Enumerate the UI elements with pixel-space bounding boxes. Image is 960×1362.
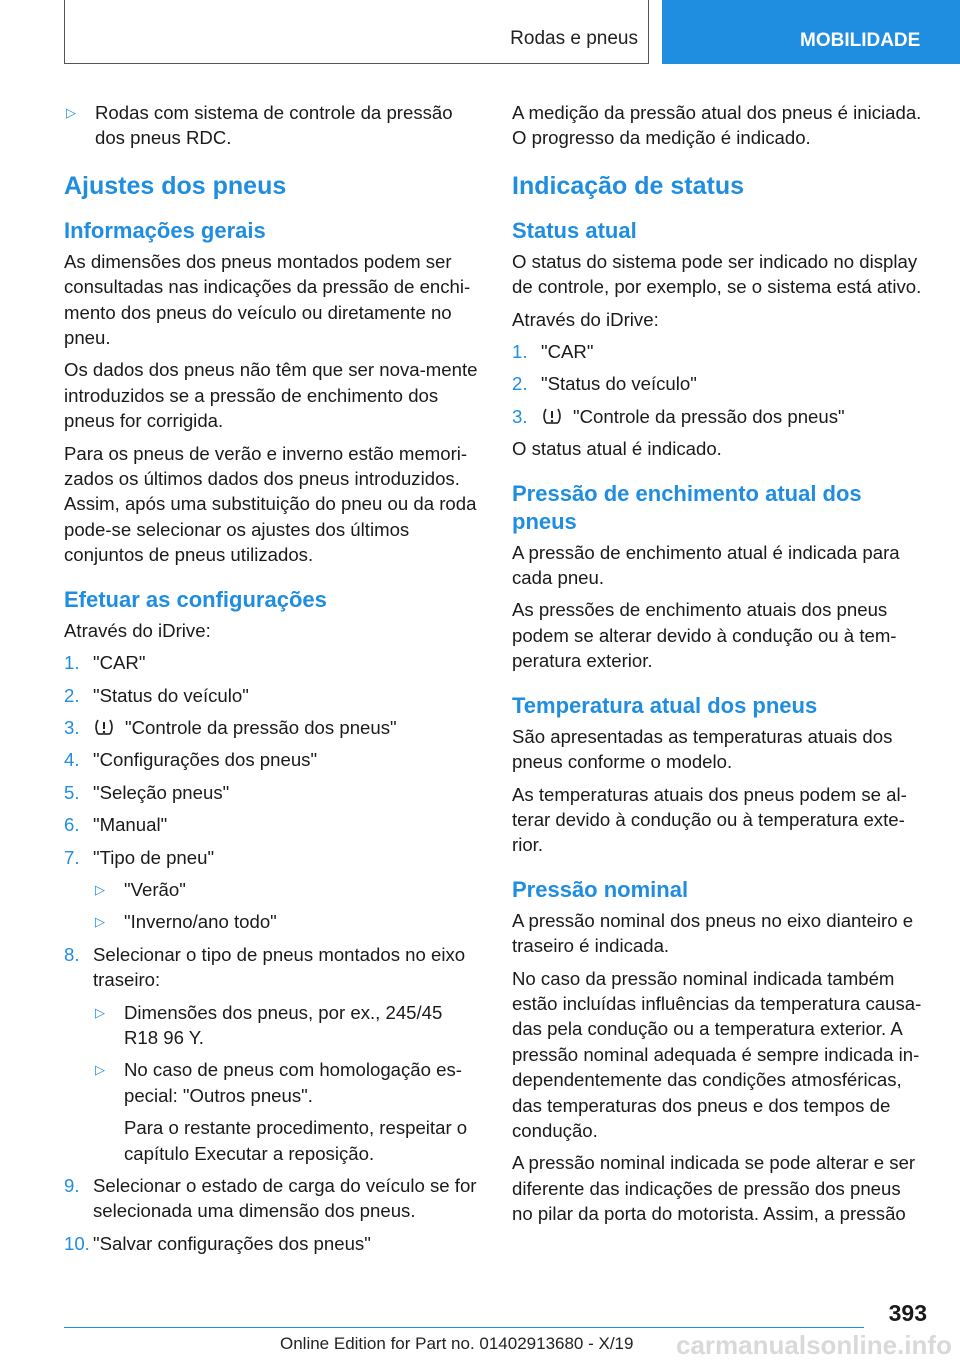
paragraph: No caso da pressão nominal indicada também estão incluídas influências da temperatura causa-das pela condução ou a temperatura exterior. A pressão nominal adequada é sempre indicada in-dependentemente das condições atmosféricas, das temperaturas dos pneus e dos tempos de condução. (512, 967, 922, 1141)
paragraph: As pressões de enchimento atuais dos pneus podem se alterar devido à condução ou à tem-peratura exterior. (512, 599, 897, 672)
paragraph: As dimensões dos pneus montados podem ser consultadas nas indicações da pressão de enchi-mento dos pneus do veículo ou diretamente no pneu. (64, 250, 471, 349)
triangle-right-icon: ▷ (66, 105, 76, 120)
paragraph: São apresentadas as temperaturas atuais dos pneus conforme o modelo. (512, 725, 893, 773)
paragraph: A pressão nominal indicada se pode alterar e ser diferente das indicações de pressão dos pneus no pilar da porta do motorista. Assim, a pressão (512, 1152, 916, 1225)
step-item: 2. "Status do veículo" (512, 373, 697, 395)
step-item: 3. "Controle da pressão dos pneus" (512, 405, 845, 427)
step-item: 1. "CAR" (64, 652, 146, 674)
step-item: 8. Selecionar o tipo de pneus montados no eixo traseiro: (64, 943, 466, 991)
sub-item: ▷ "Inverno/ano todo" (64, 909, 478, 934)
step-item: 7. "Tipo de pneu" (64, 846, 215, 868)
footer-divider (64, 1327, 864, 1328)
left-column (64, 100, 478, 1263)
footer-edition: Online Edition for Part no. 01402913680 - X/19 (280, 1334, 634, 1353)
paragraph: A pressão de enchimento atual é indicada para cada pneu. (512, 541, 900, 589)
heading-pressao: Pressão de enchimento atual dos pneus (512, 480, 862, 534)
step-item: 3. "Controle da pressão dos pneus" (64, 716, 397, 738)
header-tab: MOBILIDADE (662, 0, 960, 64)
header-section-title: Rodas e pneus (510, 28, 638, 49)
heading-efetuar: Efetuar as configurações (64, 586, 327, 612)
sub-item: ▷ Dimensões dos pneus, por ex., 245/45 R18 96 Y. (64, 1000, 478, 1051)
list-item: ▷ Rodas com sistema de controle da pressão dos pneus RDC. (64, 100, 478, 151)
triangle-right-icon: ▷ (95, 881, 105, 897)
heading-info: Informações gerais (64, 217, 266, 243)
step-item: 4. "Configurações dos pneus" (64, 749, 318, 771)
step-item: 5. "Seleção pneus" (64, 781, 230, 803)
step-item: 9. Selecionar o estado de carga do veículo se for selecionada uma dimensão dos pneus. (64, 1175, 477, 1222)
watermark: carmanualsonline.info (676, 1330, 952, 1360)
paragraph: Através do iDrive: (64, 619, 211, 641)
right-column (512, 100, 926, 1234)
step-item: 1. "CAR" (512, 341, 594, 363)
heading-nominal: Pressão nominal (512, 876, 689, 902)
step-item: 6. "Manual" (64, 814, 168, 836)
paragraph: Para os pneus de verão e inverno estão memori-zados os últimos dados dos pneus introduzidos. Assim, após uma substituição do pneu ou da roda pode-se selecionar os ajustes dos últimos conjuntos de pneus utilizados. (64, 442, 477, 566)
triangle-right-icon: ▷ (95, 1062, 105, 1078)
paragraph: Através do iDrive: (512, 308, 659, 330)
heading-status: Indicação de status (512, 171, 745, 200)
paragraph: A pressão nominal dos pneus no eixo dianteiro e traseiro é indicada. (512, 909, 914, 957)
paragraph: O status atual é indicado. (512, 438, 722, 460)
page-number: 393 (888, 1300, 927, 1326)
triangle-right-icon: ▷ (95, 914, 105, 930)
sub-item: ▷ No caso de pneus com homologação es-pecial: "Outros pneus". Para o restante procedimento, respeitar o capítulo Executar a reposição. (64, 1057, 478, 1166)
paragraph: Os dados dos pneus não têm que ser nova-mente introduzidos se a pressão de enchimento dos pneus for corrigida. (64, 359, 478, 432)
step8-note: Para o restante procedimento, respeitar o capítulo Executar a reposição. (124, 1117, 468, 1164)
paragraph: O status do sistema pode ser indicado no display de controle, por exemplo, se o sistema está ativo. (512, 250, 922, 298)
heading-temperatura: Temperatura atual dos pneus (512, 692, 818, 718)
sub-item: ▷ "Verão" (64, 877, 478, 902)
step-item: 2. "Status do veículo" (64, 684, 249, 706)
triangle-right-icon: ▷ (95, 1004, 105, 1020)
paragraph: A medição da pressão atual dos pneus é iniciada. O progresso da medição é indicado. (512, 102, 922, 149)
paragraph: As temperaturas atuais dos pneus podem se al-terar devido à condução ou à temperatura exte-rior. (512, 783, 907, 856)
heading-atual: Status atual (512, 217, 637, 243)
tire-pressure-warning-icon (541, 406, 563, 426)
step-item: 10. "Salvar configurações dos pneus" (64, 1232, 371, 1254)
tire-pressure-warning-icon (93, 717, 115, 737)
heading-ajustes: Ajustes dos pneus (64, 171, 287, 200)
